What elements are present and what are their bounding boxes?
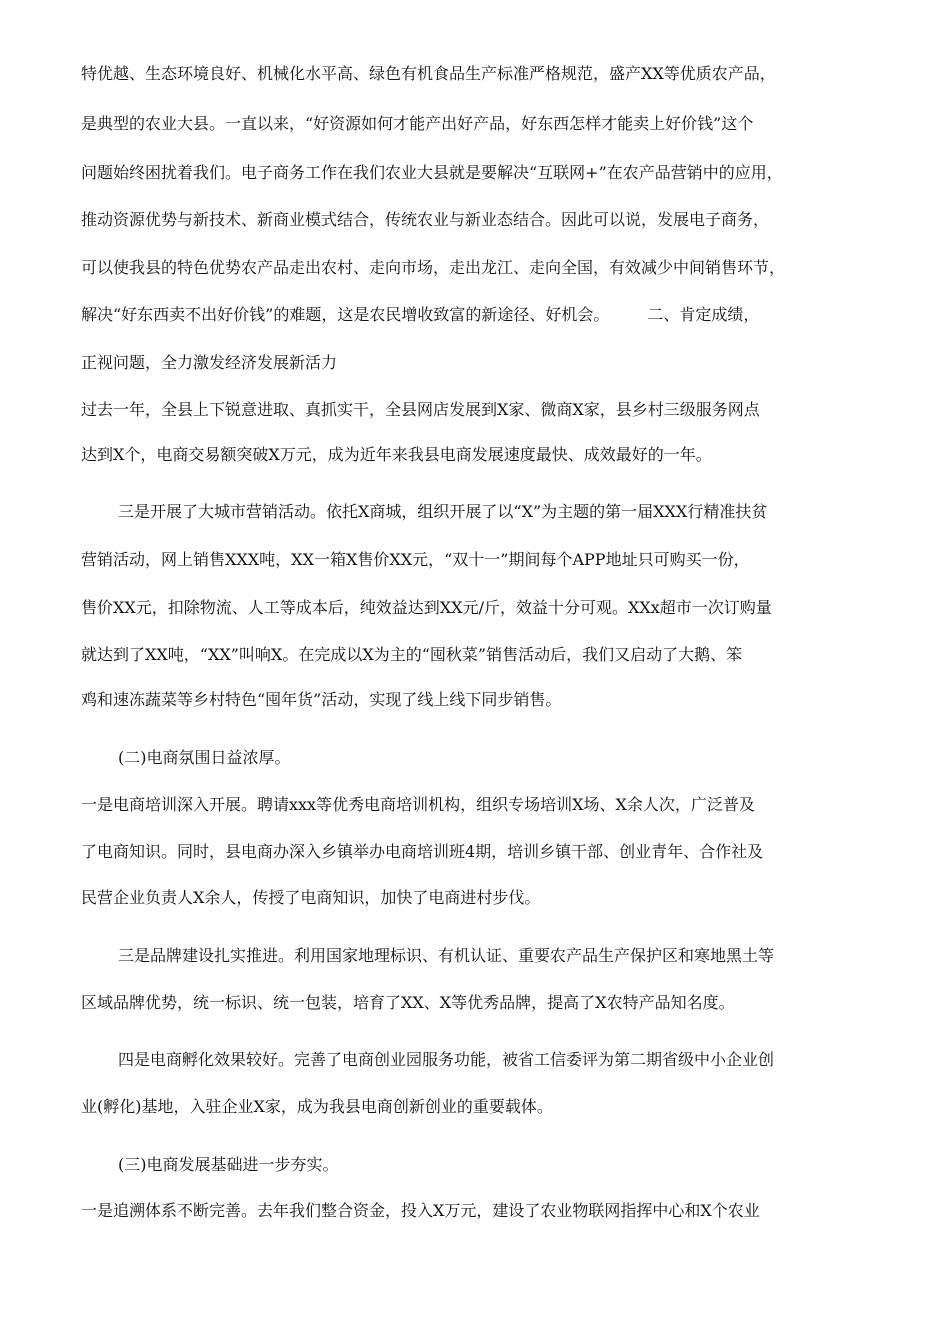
body-text-line: 就达到了XX吨，“XX”叫响X。在完成以X为主的“囤秋菜”销售活动后，我们又启动了大鹅、笨 bbox=[81, 645, 743, 664]
body-text-line: 是典型的农业大县。一直以来，“好资源如何才能产出好产品，好东西怎样才能卖上好价钱”这个 bbox=[81, 114, 754, 133]
body-text-line: 营销活动，网上销售XXX吨，XX一箱X售价XX元，“双十一”期间每个APP地址只可购买一份， bbox=[81, 550, 750, 569]
body-text-line: 推动资源优势与新技术、新商业模式结合，传统农业与新业态结合。因此可以说，发展电子商务， bbox=[81, 210, 770, 229]
body-text-line: 一是追溯体系不断完善。去年我们整合资金，投入X万元，建设了农业物联网指挥中心和X个农业 bbox=[81, 1201, 760, 1220]
body-text-line: 可以使我县的特色优势农产品走出农村、走向市场，走出龙江、走向全国，有效减少中间销售环节， bbox=[81, 258, 786, 277]
body-text-line: 四是电商孵化效果较好。完善了电商创业园服务功能，被省工信委评为第二期省级中小企业创 bbox=[118, 1050, 775, 1069]
body-text-line: 业(孵化)基地，入驻企业X家，成为我县电商创新创业的重要载体。 bbox=[81, 1097, 553, 1116]
body-text-line: 区域品牌优势，统一标识、统一包装，培育了XX、X等优秀品牌，提高了X农特产品知名度。 bbox=[81, 993, 735, 1012]
body-text-line: 一是电商培训深入开展。聘请xxx等优秀电商培训机构，组织专场培训X场、X余人次，广泛普及 bbox=[81, 795, 755, 814]
body-text-line: 三是开展了大城市营销活动。依托X商城，组织开展了以“X”为主题的第一届XXX行精准扶贫 bbox=[118, 502, 768, 521]
subsection-heading: (二)电商氛围日益浓厚。 bbox=[118, 748, 291, 767]
body-text-line: 过去一年，全县上下锐意进取、真抓实干，全县网店发展到X家、微商X家，县乡村三级服务网点 bbox=[81, 400, 760, 419]
body-text-line: 民营企业负责人X余人，传授了电商知识，加快了电商进村步伐。 bbox=[81, 888, 541, 907]
body-text-line: 达到X个，电商交易额突破X万元，成为近年来我县电商发展速度最快、成效最好的一年。 bbox=[81, 445, 712, 464]
body-text-line: 三是品牌建设扎实推进。利用国家地理标识、有机认证、重要农产品生产保护区和寒地黑土等 bbox=[118, 946, 775, 965]
subsection-heading: (三)电商发展基础进一步夯实。 bbox=[118, 1155, 339, 1174]
body-text-line: 了电商知识。同时，县电商办深入乡镇举办电商培训班4期，培训乡镇干部、创业青年、合作社及 bbox=[81, 842, 764, 861]
body-text-line: 问题始终困扰着我们。电子商务工作在我们农业大县就是要解决“互联网+”在农产品营销中的应用， bbox=[81, 163, 783, 182]
body-text-line: 鸡和速冻蔬菜等乡村特色“囤年货”活动，实现了线上线下同步销售。 bbox=[81, 690, 562, 709]
body-text-line: 特优越、生态环境良好、机械化水平高、绿色有机食品生产标准严格规范，盛产XX等优质农产品， bbox=[81, 64, 776, 83]
body-text-line: 售价XX元，扣除物流、人工等成本后，纯效益达到XX元/斤，效益十分可观。XXx超市一次订购量 bbox=[81, 598, 772, 617]
section-heading-start: 二、肯定成绩， bbox=[647, 305, 760, 324]
section-heading-continued: 正视问题，全力激发经济发展新活力 bbox=[81, 353, 338, 372]
body-text-line bbox=[81, 305, 759, 325]
body-text-segment: 解决“好东西卖不出好价钱”的难题，这是农民增收致富的新途径、好机会。 bbox=[81, 305, 610, 324]
